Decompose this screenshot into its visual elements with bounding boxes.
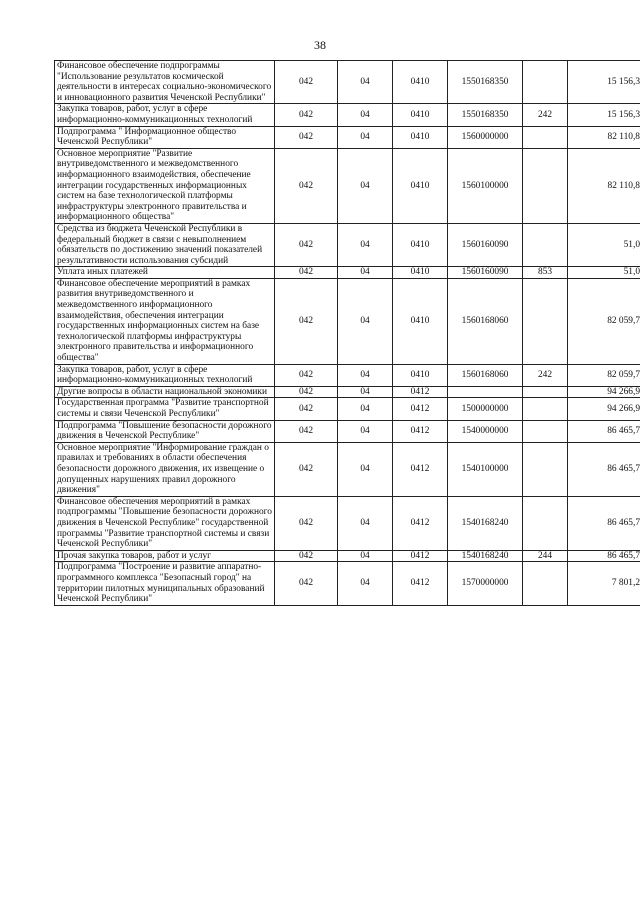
table-row [55, 223, 640, 266]
section-code: 04 [338, 364, 393, 386]
ministry-code: 042 [275, 223, 338, 266]
ministry-code: 042 [275, 148, 338, 223]
subsection-code: 0410 [393, 126, 448, 148]
target-article-code: 1560168060 [448, 364, 523, 386]
row-description: Другие вопросы в области национальной экономики [55, 386, 275, 398]
row-description: Основное мероприятие "Информирование граждан о правилах и требованиях в области обеспечения безопасности дорожного движения, их извещение о допущенных нарушениях правил дорожного движения" [55, 442, 275, 496]
subsection-code: 0410 [393, 267, 448, 279]
section-code: 04 [338, 148, 393, 223]
table-row [55, 364, 640, 386]
row-description: Закупка товаров, работ, услуг в сфере информационно-коммуникационных технологий [55, 104, 275, 126]
amount: 51,0 [568, 267, 640, 279]
target-article-code: 1560168060 [448, 278, 523, 364]
table-row [55, 420, 640, 442]
ministry-code: 042 [275, 562, 338, 605]
target-article-code: 1550168350 [448, 104, 523, 126]
subsection-code: 0410 [393, 104, 448, 126]
section-code: 04 [338, 267, 393, 279]
ministry-code: 042 [275, 126, 338, 148]
table-row [55, 496, 640, 550]
ministry-code: 042 [275, 496, 338, 550]
section-code: 04 [338, 104, 393, 126]
amount: 86 465,7 [568, 550, 640, 562]
amount: 15 156,3 [568, 61, 640, 104]
row-description: Уплата иных платежей [55, 267, 275, 279]
table-row [55, 267, 640, 279]
expense-type-code [523, 223, 568, 266]
target-article-code: 1560160090 [448, 223, 523, 266]
target-article-code: 1560160090 [448, 267, 523, 279]
amount: 15 156,3 [568, 104, 640, 126]
expense-type-code [523, 386, 568, 398]
section-code: 04 [338, 398, 393, 420]
amount: 82 059,7 [568, 278, 640, 364]
ministry-code: 042 [275, 364, 338, 386]
target-article-code: 1570000000 [448, 562, 523, 605]
amount: 86 465,7 [568, 442, 640, 496]
amount: 51,0 [568, 223, 640, 266]
row-description: Основное мероприятие "Развитие внутриведомственного и межведомственного информационного взаимодействия, обеспечение интеграции государственных информационных систем на базе технологической платформы инфраструктуры электронного правительства и информационного общества" [55, 148, 275, 223]
row-description: Подпрограмма "Повышение безопасности дорожного движения в Чеченской Республике" [55, 420, 275, 442]
target-article-code: 1560000000 [448, 126, 523, 148]
row-description: Прочая закупка товаров, работ и услуг [55, 550, 275, 562]
table-row [55, 61, 640, 104]
section-code: 04 [338, 278, 393, 364]
target-article-code: 1500000000 [448, 398, 523, 420]
expense-type-code [523, 61, 568, 104]
section-code: 04 [338, 442, 393, 496]
budget-table [54, 60, 640, 606]
subsection-code: 0410 [393, 278, 448, 364]
page-number: 38 [314, 38, 326, 52]
amount: 82 110,8 [568, 126, 640, 148]
expense-type-code [523, 496, 568, 550]
table-row [55, 104, 640, 126]
amount: 82 059,7 [568, 364, 640, 386]
table-row [55, 148, 640, 223]
amount: 94 266,9 [568, 386, 640, 398]
subsection-code: 0412 [393, 420, 448, 442]
table-row [55, 126, 640, 148]
subsection-code: 0412 [393, 442, 448, 496]
row-description: Средства из бюджета Чеченской Республики в федеральный бюджет в связи с невыполнением обязательств по достижению значений показателей результативности использования субсидий [55, 223, 275, 266]
expense-type-code [523, 398, 568, 420]
amount: 86 465,7 [568, 420, 640, 442]
section-code: 04 [338, 420, 393, 442]
target-article-code: 1540000000 [448, 420, 523, 442]
expense-type-code [523, 126, 568, 148]
row-description: Закупка товаров, работ, услуг в сфере информационно-коммуникационных технологий [55, 364, 275, 386]
table-row [55, 278, 640, 364]
table-row [55, 562, 640, 605]
section-code: 04 [338, 562, 393, 605]
ministry-code: 042 [275, 104, 338, 126]
expense-type-code: 242 [523, 364, 568, 386]
subsection-code: 0410 [393, 61, 448, 104]
table-row [55, 386, 640, 398]
row-description: Подпрограмма "Построение и развитие аппаратно-программного комплекса "Безопасный город" на территории пилотных муниципальных образований Чеченской Республики" [55, 562, 275, 605]
table-row [55, 398, 640, 420]
amount: 82 110,8 [568, 148, 640, 223]
ministry-code: 042 [275, 420, 338, 442]
subsection-code: 0410 [393, 148, 448, 223]
table-row [55, 550, 640, 562]
ministry-code: 042 [275, 386, 338, 398]
ministry-code: 042 [275, 61, 338, 104]
row-description: Подпрограмма " Информационное общество Чеченской Республики" [55, 126, 275, 148]
row-description: Финансовое обеспечение подпрограммы "Использование результатов космической деятельности в интересах социально-экономического и инновационного развития Чеченской Республики" [55, 61, 275, 104]
section-code: 04 [338, 386, 393, 398]
subsection-code: 0412 [393, 562, 448, 605]
amount: 94 266,9 [568, 398, 640, 420]
ministry-code: 042 [275, 278, 338, 364]
subsection-code: 0412 [393, 398, 448, 420]
expense-type-code: 853 [523, 267, 568, 279]
subsection-code: 0410 [393, 223, 448, 266]
expense-type-code [523, 562, 568, 605]
section-code: 04 [338, 61, 393, 104]
amount: 86 465,7 [568, 496, 640, 550]
section-code: 04 [338, 223, 393, 266]
expense-type-code: 242 [523, 104, 568, 126]
subsection-code: 0412 [393, 496, 448, 550]
row-description: Финансовое обеспечения мероприятий в рамках подпрограммы "Повышение безопасности дорожного движения в Чеченской Республике" государственной программы "Развитие транспортной системы и связи Чеченской Республики" [55, 496, 275, 550]
ministry-code: 042 [275, 267, 338, 279]
target-article-code [448, 386, 523, 398]
target-article-code: 1540100000 [448, 442, 523, 496]
target-article-code: 1550168350 [448, 61, 523, 104]
amount: 7 801,2 [568, 562, 640, 605]
expense-type-code [523, 148, 568, 223]
section-code: 04 [338, 550, 393, 562]
ministry-code: 042 [275, 442, 338, 496]
ministry-code: 042 [275, 398, 338, 420]
expense-type-code [523, 420, 568, 442]
row-description: Государственная программа "Развитие транспортной системы и связи Чеченской Республики" [55, 398, 275, 420]
section-code: 04 [338, 126, 393, 148]
subsection-code: 0410 [393, 364, 448, 386]
section-code: 04 [338, 496, 393, 550]
expense-type-code [523, 278, 568, 364]
target-article-code: 1540168240 [448, 496, 523, 550]
target-article-code: 1540168240 [448, 550, 523, 562]
target-article-code: 1560100000 [448, 148, 523, 223]
expense-type-code [523, 442, 568, 496]
table-row [55, 442, 640, 496]
ministry-code: 042 [275, 550, 338, 562]
expense-type-code: 244 [523, 550, 568, 562]
row-description: Финансовое обеспечение мероприятий в рамках развития внутриведомственного и межведомственного информационного взаимодействия, обеспечения интеграции государственных информационных систем на базе технологической платформы инфраструктуры электронного правительства и информационного общества" [55, 278, 275, 364]
subsection-code: 0412 [393, 550, 448, 562]
subsection-code: 0412 [393, 386, 448, 398]
